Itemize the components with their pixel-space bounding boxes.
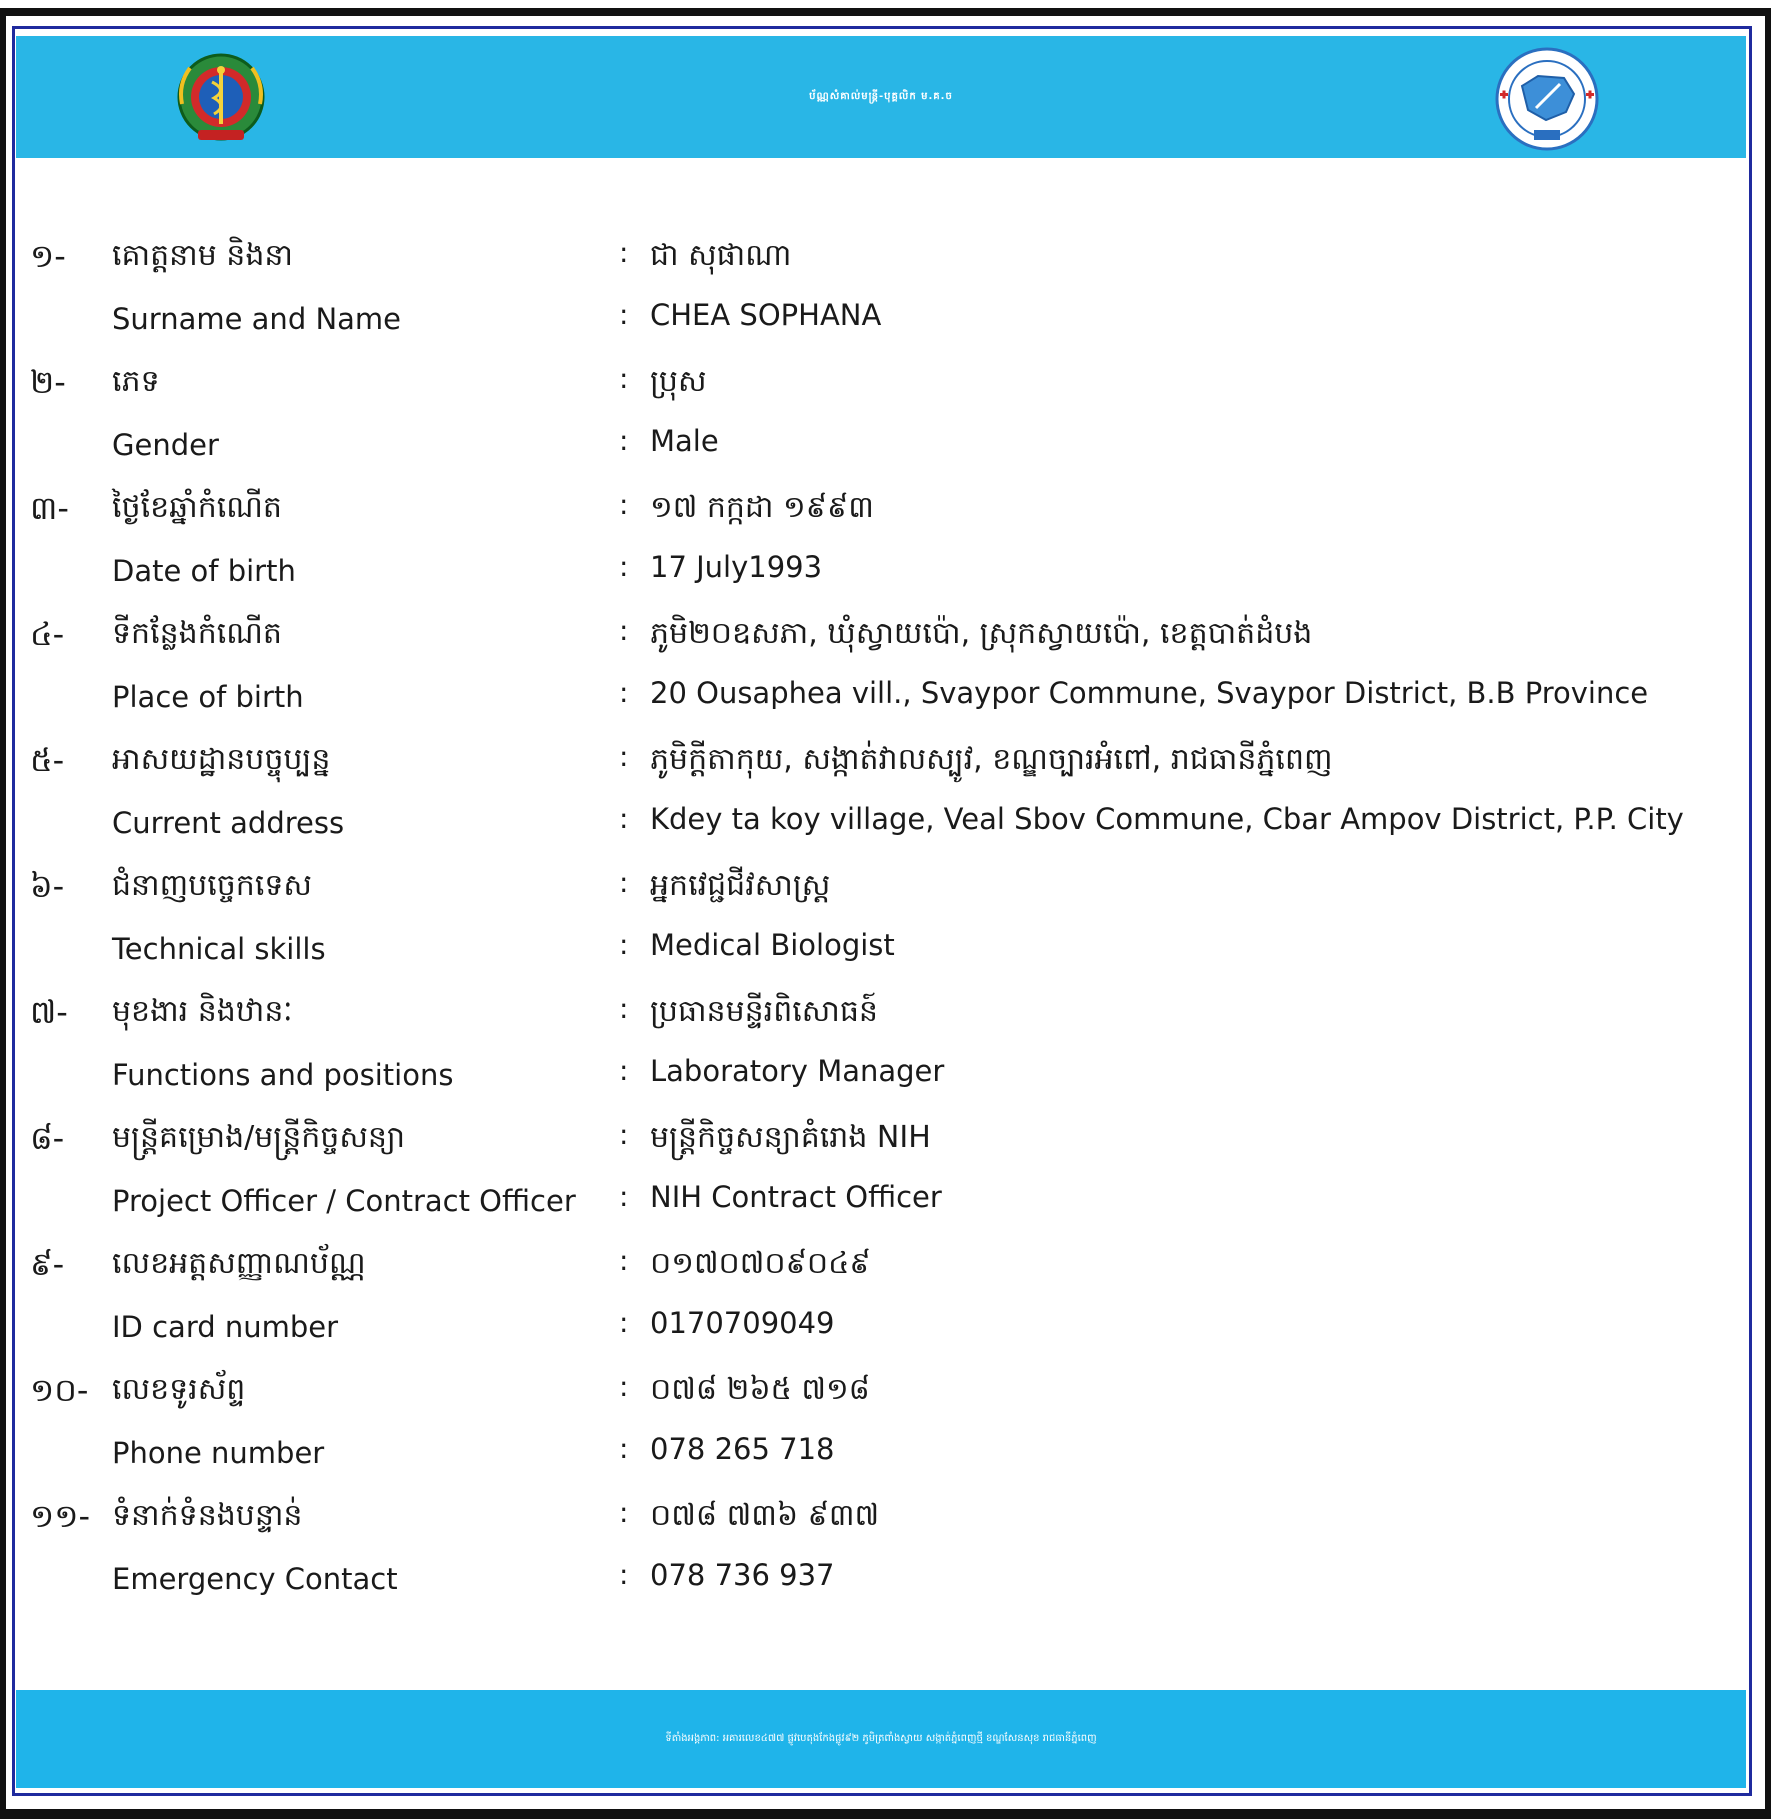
field-colon: : <box>619 928 629 961</box>
field-colon: : <box>619 676 629 709</box>
field-colon: : <box>619 1370 629 1403</box>
field-label-en: Current address <box>112 806 345 840</box>
field-value-en: 20 Ousaphea vill., Svaypor Commune, Svaypor District, B.B Province <box>650 676 1649 710</box>
field-label-en: Functions and positions <box>112 1058 454 1092</box>
field-address-en <box>0 800 1771 860</box>
field-colon: : <box>619 740 629 773</box>
field-value-km: ជា សុផាណា <box>650 238 792 273</box>
field-gender-en <box>0 422 1771 482</box>
field-colon: : <box>619 362 629 395</box>
field-number: ១០- <box>30 1371 89 1409</box>
field-gender-km <box>0 362 1771 422</box>
field-value-en: 17 July1993 <box>650 550 823 584</box>
field-label-en: Gender <box>112 428 219 462</box>
field-label-km: ទំនាក់ទំនងបន្ទាន់ <box>112 1498 303 1533</box>
field-colon: : <box>619 298 629 331</box>
field-colon: : <box>619 488 629 521</box>
field-label-en: Date of birth <box>112 554 296 588</box>
field-number: ១- <box>30 237 66 275</box>
field-colon: : <box>619 1118 629 1151</box>
field-label-en: Emergency Contact <box>112 1562 398 1596</box>
field-number: ១១- <box>30 1497 90 1535</box>
field-position-km <box>0 992 1771 1052</box>
field-value-km: មន្រ្តីកិច្ចសន្យាគំរោង NIH <box>650 1120 931 1155</box>
card-title: ប័ណ្ណសំគាល់មន្រ្តី-បុគ្គលិក ម.គ.ច <box>809 91 953 102</box>
field-colon: : <box>619 866 629 899</box>
field-value-en: CHEA SOPHANA <box>650 298 882 332</box>
field-label-en: Surname and Name <box>112 302 401 336</box>
footer-address: ទីតាំងអង្គភាព: អគារលេខ៤៧៧ ផ្លូវបេតុងកែងផ្លូវ៩២ ភូមិត្រពាំងស្វាយ សង្កាត់ភ្នំពេញថ្មី ខណ្ឌសែនសុខ រាជធានីភ្នំពេញ <box>665 1733 1097 1744</box>
field-value-km: ភូមិ២០ឧសភា, ឃុំស្វាយប៉ោ, ស្រុកស្វាយប៉ោ, ខេត្តបាត់ដំបង <box>650 616 1313 651</box>
field-officer-en <box>0 1178 1771 1238</box>
field-label-en: Project Officer / Contract Officer <box>112 1184 576 1218</box>
field-number: ២- <box>30 363 66 401</box>
field-position-en <box>0 1052 1771 1112</box>
field-colon: : <box>619 1432 629 1465</box>
field-officer-km <box>0 1118 1771 1178</box>
field-value-en: 0170709049 <box>650 1306 835 1340</box>
field-colon: : <box>619 424 629 457</box>
field-label-en: Phone number <box>112 1436 325 1470</box>
field-number: ៦- <box>30 867 65 905</box>
field-label-km: ទីកន្លែងកំណើត <box>112 616 282 651</box>
field-colon: : <box>619 550 629 583</box>
field-value-km: ១៧ កក្កដា ១៩៩៣ <box>650 490 874 525</box>
field-label-km: អាសយដ្ឋានបច្ចុប្បន្ន <box>112 742 331 777</box>
field-label-km: ជំនាញបច្ចេកទេស <box>112 868 312 903</box>
field-label-en: Technical skills <box>112 932 326 966</box>
field-skills-km <box>0 866 1771 926</box>
field-colon: : <box>619 802 629 835</box>
field-idcard-km <box>0 1244 1771 1304</box>
field-colon: : <box>619 1054 629 1087</box>
field-value-km: អ្នកវេជ្ជជីវសាស្រ្ត <box>650 868 831 903</box>
field-colon: : <box>619 614 629 647</box>
field-label-km: មុខងារ និងឋានៈ <box>112 994 293 1029</box>
footer-band <box>16 1690 1746 1788</box>
field-birthplace-en <box>0 674 1771 734</box>
field-colon: : <box>619 1180 629 1213</box>
field-label-km: គោត្តនាម និងនា <box>112 238 293 273</box>
field-value-km: ប្រធានមន្ទីរពិសោធន៍ <box>650 994 878 1029</box>
field-emergency-km <box>0 1496 1771 1556</box>
field-skills-en <box>0 926 1771 986</box>
field-surname-en <box>0 296 1771 356</box>
field-label-km: លេខអត្តសញ្ញាណប័ណ្ណ <box>112 1246 366 1281</box>
field-value-en: 078 265 718 <box>650 1432 835 1466</box>
field-surname-km <box>0 236 1771 296</box>
field-label-km: ភេទ <box>112 364 160 399</box>
field-emergency-en <box>0 1556 1771 1616</box>
field-idcard-en <box>0 1304 1771 1364</box>
field-address-km <box>0 740 1771 800</box>
field-value-km: ០៧៨ ៧៣៦ ៩៣៧ <box>650 1498 880 1533</box>
field-value-en: NIH Contract Officer <box>650 1180 942 1214</box>
field-value-en: Male <box>650 424 719 458</box>
field-label-km: មន្រ្តីគម្រោង/មន្រ្តីកិច្ចសន្យា <box>112 1120 405 1155</box>
field-value-km: ០១៧០៧០៩០៤៩ <box>650 1246 871 1281</box>
field-value-en: Medical Biologist <box>650 928 895 962</box>
field-label-km: ថ្ងៃខែឆ្នាំកំណើត <box>112 490 282 525</box>
field-value-km: ប្រុស <box>650 364 707 399</box>
field-value-en: Laboratory Manager <box>650 1054 945 1088</box>
field-colon: : <box>619 1306 629 1339</box>
field-label-km: លេខទូរស័ព្ទ <box>112 1372 246 1407</box>
field-number: ៣- <box>30 489 69 527</box>
field-birthplace-km <box>0 614 1771 674</box>
field-number: ៩- <box>30 1245 65 1283</box>
field-value-en: Kdey ta koy village, Veal Sbov Commune, Cbar Ampov District, P.P. City <box>650 802 1684 836</box>
field-colon: : <box>619 1496 629 1529</box>
field-label-en: Place of birth <box>112 680 304 714</box>
field-colon: : <box>619 992 629 1025</box>
field-value-km: ០៧៨ ២៦៥ ៧១៨ <box>650 1372 870 1407</box>
field-dob-en <box>0 548 1771 608</box>
field-number: ៧- <box>30 993 68 1031</box>
field-phone-en <box>0 1430 1771 1490</box>
field-value-km: ភូមិក្តីតាកុយ, សង្កាត់វាលស្បូវ, ខណ្ឌច្បារអំពៅ, រាជធានីភ្នំពេញ <box>650 742 1333 777</box>
field-colon: : <box>619 1558 629 1591</box>
field-label-en: ID card number <box>112 1310 339 1344</box>
field-value-en: 078 736 937 <box>650 1558 835 1592</box>
field-colon: : <box>619 1244 629 1277</box>
field-colon: : <box>619 236 629 269</box>
field-phone-km <box>0 1370 1771 1430</box>
field-number: ៤- <box>30 615 65 653</box>
field-number: ៨- <box>30 1119 65 1157</box>
field-number: ៥- <box>30 741 65 779</box>
field-dob-km <box>0 488 1771 548</box>
